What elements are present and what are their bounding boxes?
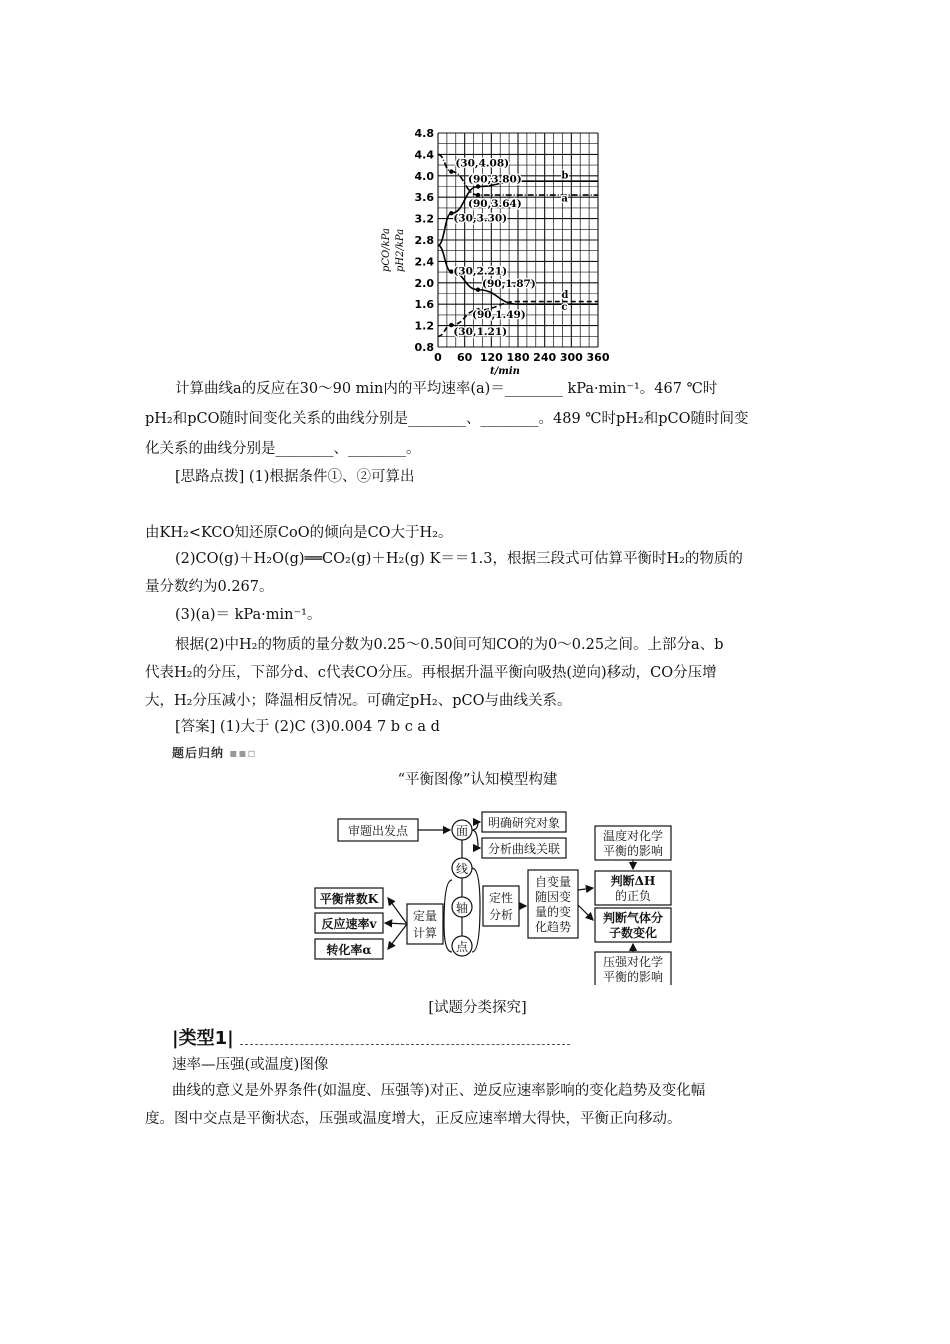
- flow-k: 平衡常数K: [319, 892, 379, 906]
- summary-tag: 题后归纳 ▪▪▫: [172, 746, 257, 760]
- flow-dh1: 判断ΔH: [610, 874, 656, 888]
- flow-var2: 随因变: [534, 890, 572, 904]
- flow-point: 点: [455, 940, 469, 954]
- flow-calc2: 计算: [412, 926, 438, 940]
- flow-calc1: 定量: [412, 909, 438, 923]
- data-point: [476, 288, 480, 292]
- x-tick-label: 120: [479, 351, 503, 364]
- question-line-3: 化关系的曲线分别是________、________。: [145, 441, 421, 457]
- answer-line: [答案] (1)大于 (2)C (3)0.004 7 b c a d: [175, 719, 440, 735]
- flow-gas1: 判断气体分: [602, 911, 664, 925]
- flow-alpha: 转化率α: [326, 943, 372, 957]
- flow-r1: 明确研究对象: [487, 816, 561, 830]
- equation-line: (2)CO(g)＋H₂O(g)══CO₂(g)＋H₂(g) K＝＝1.3，根据三段式可估算平衡时H₂的物质的: [175, 551, 743, 567]
- flow-line: 线: [455, 862, 469, 876]
- x-axis-label: t/min: [490, 366, 520, 377]
- point-label: (30,3.30): [453, 212, 508, 225]
- x-tick-label: 360: [586, 351, 610, 364]
- x-tick-label: 300: [559, 351, 583, 364]
- y-tick-label: 4.4: [414, 148, 434, 162]
- equation-line-2: 量分数约为0.267。: [145, 579, 274, 595]
- y-tick-label: 3.2: [414, 212, 434, 226]
- flow-dh2: 的正负: [614, 889, 652, 903]
- partial-pressure-chart: [375, 122, 615, 382]
- analysis-line-1: 根据(2)中H₂的物质的量分数为0.25～0.50间可知CO的为0～0.25之间。上部分a、b: [175, 637, 724, 653]
- y-tick-label: 4.8: [414, 127, 434, 140]
- flow-t2: 平衡的影响: [602, 844, 664, 858]
- question-line-2: pH₂和pCO随时间变化关系的曲线分别是________、________。489 ℃时pH₂和pCO随时间变: [145, 411, 749, 427]
- analysis-line-2: 代表H₂的分压，下部分d、c代表CO分压。再根据升温平衡向吸热(逆向)移动，CO分压增: [145, 665, 717, 681]
- y-tick-label: 2.4: [414, 255, 434, 269]
- point-label: (90,1.87): [482, 277, 536, 290]
- y-tick-label: 4.0: [414, 169, 434, 183]
- flow-start: 审题出发点: [347, 824, 409, 838]
- flow-var1: 自变量: [534, 875, 572, 889]
- flow-var3: 量的变: [534, 905, 572, 919]
- rate-line: (3)(a)＝ kPa·min⁻¹。: [175, 607, 322, 623]
- flow-p2: 平衡的影响: [602, 970, 664, 984]
- flow-face: 面: [455, 824, 469, 838]
- flow-t1: 温度对化学: [602, 829, 664, 843]
- data-point: [449, 169, 453, 173]
- point-label: (90,1.49): [472, 309, 526, 322]
- y-axis-label-h2: pH2/kPa: [395, 228, 406, 272]
- k-compare-line: 由KH₂<KCO知还原CoO的倾向是CO大于H₂。: [145, 525, 453, 541]
- flow-axis: 轴: [455, 901, 469, 915]
- flow-gas2: 子数变化: [608, 926, 658, 940]
- curve-label-b: b: [561, 170, 569, 182]
- y-tick-label: 3.6: [414, 191, 434, 205]
- flow-r2: 分析曲线关联: [487, 842, 561, 856]
- y-tick-labels: [415, 127, 435, 354]
- curve-label-a: a: [561, 193, 568, 205]
- question-line-1: 计算曲线a的反应在30～90 min内的平均速率(a)＝________ kPa·min⁻¹。467 ℃时: [175, 381, 718, 397]
- point-label: (30,2.21): [453, 265, 508, 278]
- type1-tag: |类型1|: [172, 1028, 234, 1049]
- explore-title: [试题分类探究]: [428, 1000, 527, 1016]
- curve-label-d: d: [561, 289, 569, 301]
- model-flowchart: [310, 800, 690, 985]
- flow-p1: 压强对化学: [602, 955, 664, 969]
- final-line-2: 度。图中交点是平衡状态，压强或温度增大，正反应速率增大得快，平衡正向移动。: [145, 1111, 682, 1127]
- point-label: (30,4.08): [455, 157, 510, 170]
- x-tick-label: 60: [457, 351, 473, 364]
- point-label: (30,1.21): [453, 326, 508, 339]
- model-title: “平衡图像”认知模型构建: [397, 772, 558, 788]
- flow-v: 反应速率v: [321, 917, 377, 931]
- y-tick-label: 2.8: [414, 234, 434, 247]
- flow-qual2: 分析: [488, 908, 514, 922]
- hint-line: [思路点拨] (1)根据条件①、②可算出: [175, 469, 415, 485]
- y-tick-label: 2.0: [414, 276, 434, 290]
- point-label: (90,3.64): [468, 198, 522, 211]
- y-tick-label: 1.2: [414, 319, 434, 333]
- y-tick-label: 1.6: [414, 298, 434, 312]
- flow-var4: 化趋势: [534, 920, 572, 934]
- x-tick-labels: [434, 351, 610, 364]
- x-tick-label: 180: [506, 351, 530, 364]
- x-tick-label: 240: [533, 351, 557, 364]
- final-line-1: 曲线的意义是外界条件(如温度、压强等)对正、逆反应速率影响的变化趋势及变化幅: [172, 1083, 706, 1099]
- y-tick-label: 0.8: [414, 341, 434, 354]
- chart-annotations: [449, 158, 568, 339]
- analysis-line-3: 大，H₂分压减小；降温相反情况。可确定pH₂、pCO与曲线关系。: [145, 693, 572, 709]
- x-tick-label: 0: [434, 351, 442, 364]
- type1-title: 速率—压强(或温度)图像: [172, 1057, 329, 1073]
- point-label: (90,3.80): [468, 173, 522, 186]
- flow-qual1: 定性: [488, 891, 514, 905]
- curve-label-c: c: [561, 302, 568, 314]
- y-axis-label-co: pCO/kPa: [381, 228, 392, 272]
- type1-divider: [240, 1044, 570, 1045]
- data-point: [476, 193, 480, 197]
